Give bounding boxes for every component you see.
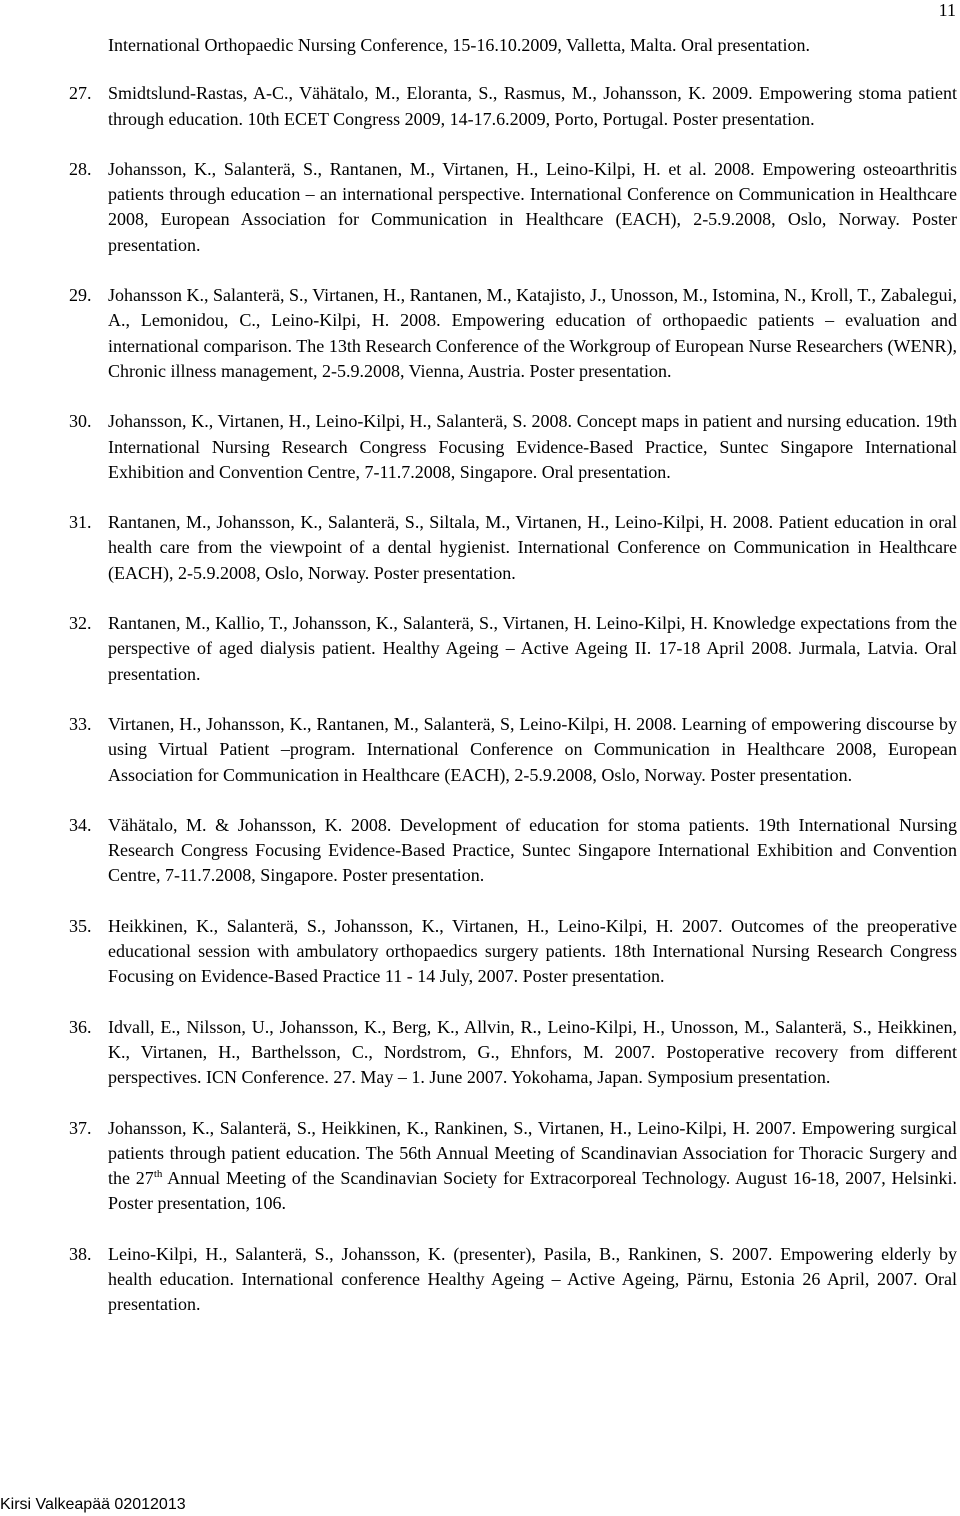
list-item xyxy=(0,283,957,384)
entry-text: Johansson, K., Virtanen, H., Leino-Kilpi, H., Salanterä, S. 2008. Concept maps in patient and nursing education. 19th International Nursing Research Congress Focusing Evidence-Based Practice, Suntec Singapore International Exhibition and Convention Centre, 7-11.7.2008, Singapore. Oral presentation. xyxy=(108,411,957,482)
list-item xyxy=(0,157,957,258)
entry-number: 38. xyxy=(69,1243,92,1264)
publication-list xyxy=(0,33,960,1343)
list-item xyxy=(0,409,957,485)
ordinal-superscript: th xyxy=(153,1168,163,1181)
list-item xyxy=(0,1015,957,1091)
page-number: 11 xyxy=(938,0,956,20)
continued-entry: International Orthopaedic Nursing Conference, 15-16.10.2009, Valletta, Malta. Oral presentation. xyxy=(108,35,810,55)
entry-text: Heikkinen, K., Salanterä, S., Johansson, K., Virtanen, H., Leino-Kilpi, H. 2007. Outcomes of the preoperative educational session with ambulatory orthopaedics surgery patients. 18th International Nursing Research Congress Focusing on Evidence-Based Practice 11 - 14 July, 2007. Poster presentation. xyxy=(108,915,957,987)
list-item xyxy=(0,712,957,788)
entry-number: 37. xyxy=(69,1117,92,1138)
entry-text: Leino-Kilpi, H., Salanterä, S., Johansson, K. (presenter), Pasila, B., Rankinen, S. 2007. Empowering elderly by health education. International conference Healthy Ageing – Active Ageing, Pärnu, Estonia 26 April, 2007. Oral presentation. xyxy=(108,1243,957,1315)
list-item xyxy=(0,813,957,889)
list-item xyxy=(0,81,957,132)
page-footer: Kirsi Valkeapää 02012013 xyxy=(0,1496,186,1513)
list-item xyxy=(0,914,957,990)
entry-text-before-superscript: Johansson, K., Salanterä, S., Heikkinen, K., Rankinen, S., Virtanen, H., Leino-Kilpi, H. 2007. Empowering surgical patients through patient education. The 56th Annual Meeting of Scandinavian Association for Thoracic Surgery and the 27 xyxy=(108,1117,957,1189)
list-item xyxy=(0,611,957,687)
entry-text-after-superscript: Annual Meeting of the Scandinavian Society for Extracorporeal Technology. August 16-18, 2007, Helsinki. Poster presentation, 106. xyxy=(108,1168,958,1214)
entry-number: 34. xyxy=(69,814,92,835)
entry-number: 31. xyxy=(69,512,92,533)
entry-text: Johansson, K., Salanterä, S., Rantanen, M., Virtanen, H., Leino-Kilpi, H. et al. 2008. Empowering osteoarthritis patients through education – an international perspective. International Conference on Communication in Healthcare 2008, European Association for Communication in Healthcare (EACH), 2-5.9.2008, Oslo, Norway. Poster presentation. xyxy=(108,158,957,255)
entry-text: Virtanen, H., Johansson, K., Rantanen, M., Salanterä, S, Leino-Kilpi, H. 2008. Learning of empowering discourse by using Virtual Patient –program. International Conference on Communication in Healthcare 2008, European Association for Communication in Healthcare (EACH), 2-5.9.2008, Oslo, Norway. Poster presentation. xyxy=(108,713,957,785)
entry-number: 35. xyxy=(69,915,92,936)
entry-text: Rantanen, M., Kallio, T., Johansson, K., Salanterä, S., Virtanen, H. Leino-Kilpi, H. Knowledge expectations from the perspective of aged dialysis patient. Healthy Ageing – Active Ageing II. 17-18 April 2008. Jurmala, Latvia. Oral presentation. xyxy=(108,613,957,684)
entry-number: 27. xyxy=(69,83,92,104)
entry-text: Johansson K., Salanterä, S., Virtanen, H., Rantanen, M., Katajisto, J., Unosson, M., Istomina, N., Kroll, T., Zabalegui, A., Lemonidou, C., Leino-Kilpi, H. 2008. Empowering education of orthopaedic patients – evaluation and international comparison. The 13th Research Conference of the Workgroup of European Nurse Researchers (WENR), Chronic illness management, 2-5.9.2008, Vienna, Austria. Poster presentation. xyxy=(108,285,957,381)
entry-text: Smidtslund-Rastas, A-C., Vähätalo, M., Eloranta, S., Rasmus, M., Johansson, K. 2009. Empowering stoma patient through education. 10th ECET Congress 2009, 14-17.6.2009, Porto, Portugal. Poster presentation. xyxy=(108,83,957,129)
list-item xyxy=(0,1116,957,1217)
entry-number: 28. xyxy=(69,158,92,179)
entry-text: Rantanen, M., Johansson, K., Salanterä, S., Siltala, M., Virtanen, H., Leino-Kilpi, H. 2008. Patient education in oral health care from the viewpoint of a dental hygienist. International Conference on Communication in Healthcare (EACH), 2-5.9.2008, Oslo, Norway. Poster presentation. xyxy=(108,512,957,583)
entry-number: 29. xyxy=(69,285,92,306)
entry-number: 36. xyxy=(69,1016,92,1037)
entry-number: 30. xyxy=(69,411,92,432)
list-item xyxy=(0,1242,957,1318)
list-item xyxy=(0,510,957,586)
entry-text: Idvall, E., Nilsson, U., Johansson, K., Berg, K., Allvin, R., Leino-Kilpi, H., Unosson, M., Salanterä, S., Heikkinen, K., Virtanen, H., Barthelsson, C., Nordstrom, G., Ehnfors, M. 2007. Postoperative recovery from different perspectives. ICN Conference. 27. May – 1. June 2007. Yokohama, Japan. Symposium presentation. xyxy=(108,1016,957,1088)
entry-number: 32. xyxy=(69,613,92,634)
entry-text: Vähätalo, M. & Johansson, K. 2008. Development of education for stoma patients. 19th International Nursing Research Congress Focusing Evidence-Based Practice, Suntec Singapore International Exhibition and Convention Centre, 7-11.7.2008, Singapore. Poster presentation. xyxy=(108,814,957,886)
entry-number: 33. xyxy=(69,713,92,734)
